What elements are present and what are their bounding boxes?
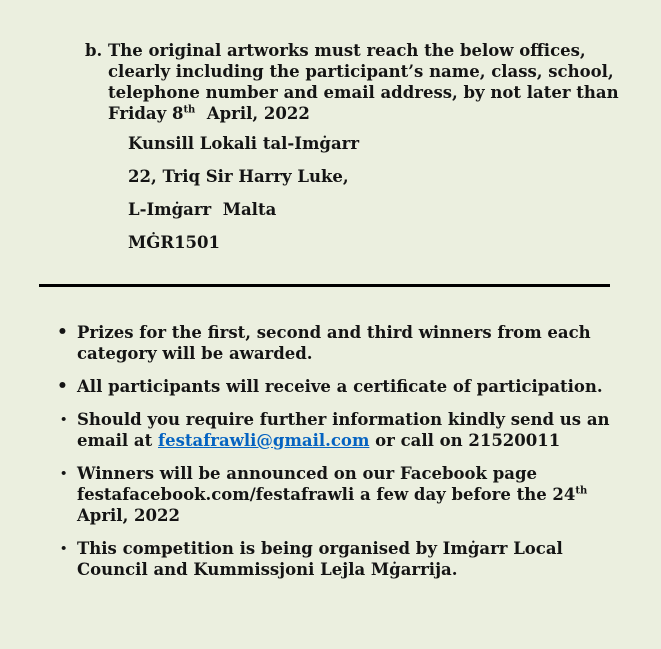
bullet-icon: • xyxy=(60,466,68,480)
text-line xyxy=(108,40,619,61)
list-item-text xyxy=(77,463,587,526)
clause-b xyxy=(85,40,619,124)
address-line: Kunsill Lokali tal-Imġarr xyxy=(128,134,360,153)
list-item-text xyxy=(77,538,563,580)
email-link[interactable]: festafrawli@gmail.com xyxy=(158,431,370,450)
text-segment: Friday 8 xyxy=(108,104,184,123)
list-item-text xyxy=(77,409,610,451)
clause-b-text xyxy=(108,40,619,124)
text-line xyxy=(108,61,619,82)
list-item xyxy=(57,409,637,451)
text-line xyxy=(77,463,587,484)
list-item xyxy=(57,376,637,397)
superscript: th xyxy=(575,485,588,497)
text-line xyxy=(77,559,563,580)
text-segment: clearly including the participant’s name, class, school, xyxy=(108,62,614,81)
text-segment: April, 2022 xyxy=(77,506,180,525)
list-item-text xyxy=(77,376,603,397)
address-line: L-Imġarr Malta xyxy=(128,200,277,219)
text-segment: Should you require further information kindly send us an xyxy=(77,410,610,429)
list-item xyxy=(57,538,637,580)
list-item-text xyxy=(77,322,591,364)
text-segment: Winners will be announced on our Facebook page xyxy=(77,464,537,483)
section-divider xyxy=(39,284,610,287)
text-line xyxy=(77,430,610,451)
address-block xyxy=(128,133,359,265)
address-line: MĠR1501 xyxy=(128,233,220,252)
text-line xyxy=(108,82,619,103)
text-segment: festafacebook.com/festafrawli a few day before the 24 xyxy=(77,485,576,504)
address-line: 22, Triq Sir Harry Luke, xyxy=(128,167,349,186)
list-item xyxy=(57,322,637,364)
text-segment: Council and Kummissjoni Lejla Mġarrija. xyxy=(77,560,458,579)
bullet-icon: • xyxy=(60,541,68,555)
clause-b-marker: b. xyxy=(85,41,103,60)
text-segment: telephone number and email address, by not later than xyxy=(108,83,619,102)
text-segment: The original artworks must reach the below offices, xyxy=(108,41,586,60)
text-segment: This competition is being organised by Imġarr Local xyxy=(77,539,563,558)
text-line xyxy=(77,505,587,526)
superscript: th xyxy=(183,104,196,116)
text-segment: or call on 21520011 xyxy=(369,431,561,450)
text-line xyxy=(77,484,587,505)
text-segment: All participants will receive a certificate of participation. xyxy=(77,377,603,396)
text-segment: email at xyxy=(77,431,158,450)
notes-list xyxy=(57,322,637,592)
text-line xyxy=(77,343,591,364)
list-item xyxy=(57,463,637,526)
text-line xyxy=(77,409,610,430)
text-line xyxy=(77,538,563,559)
text-segment: April, 2022 xyxy=(195,104,310,123)
text-segment: Prizes for the first, second and third winners from each xyxy=(77,323,591,342)
text-segment: category will be awarded. xyxy=(77,344,313,363)
bullet-icon: • xyxy=(57,376,68,396)
text-line xyxy=(108,103,619,124)
text-line xyxy=(77,322,591,343)
bullet-icon: • xyxy=(57,322,68,342)
text-line xyxy=(77,376,603,397)
bullet-icon: • xyxy=(60,412,68,426)
